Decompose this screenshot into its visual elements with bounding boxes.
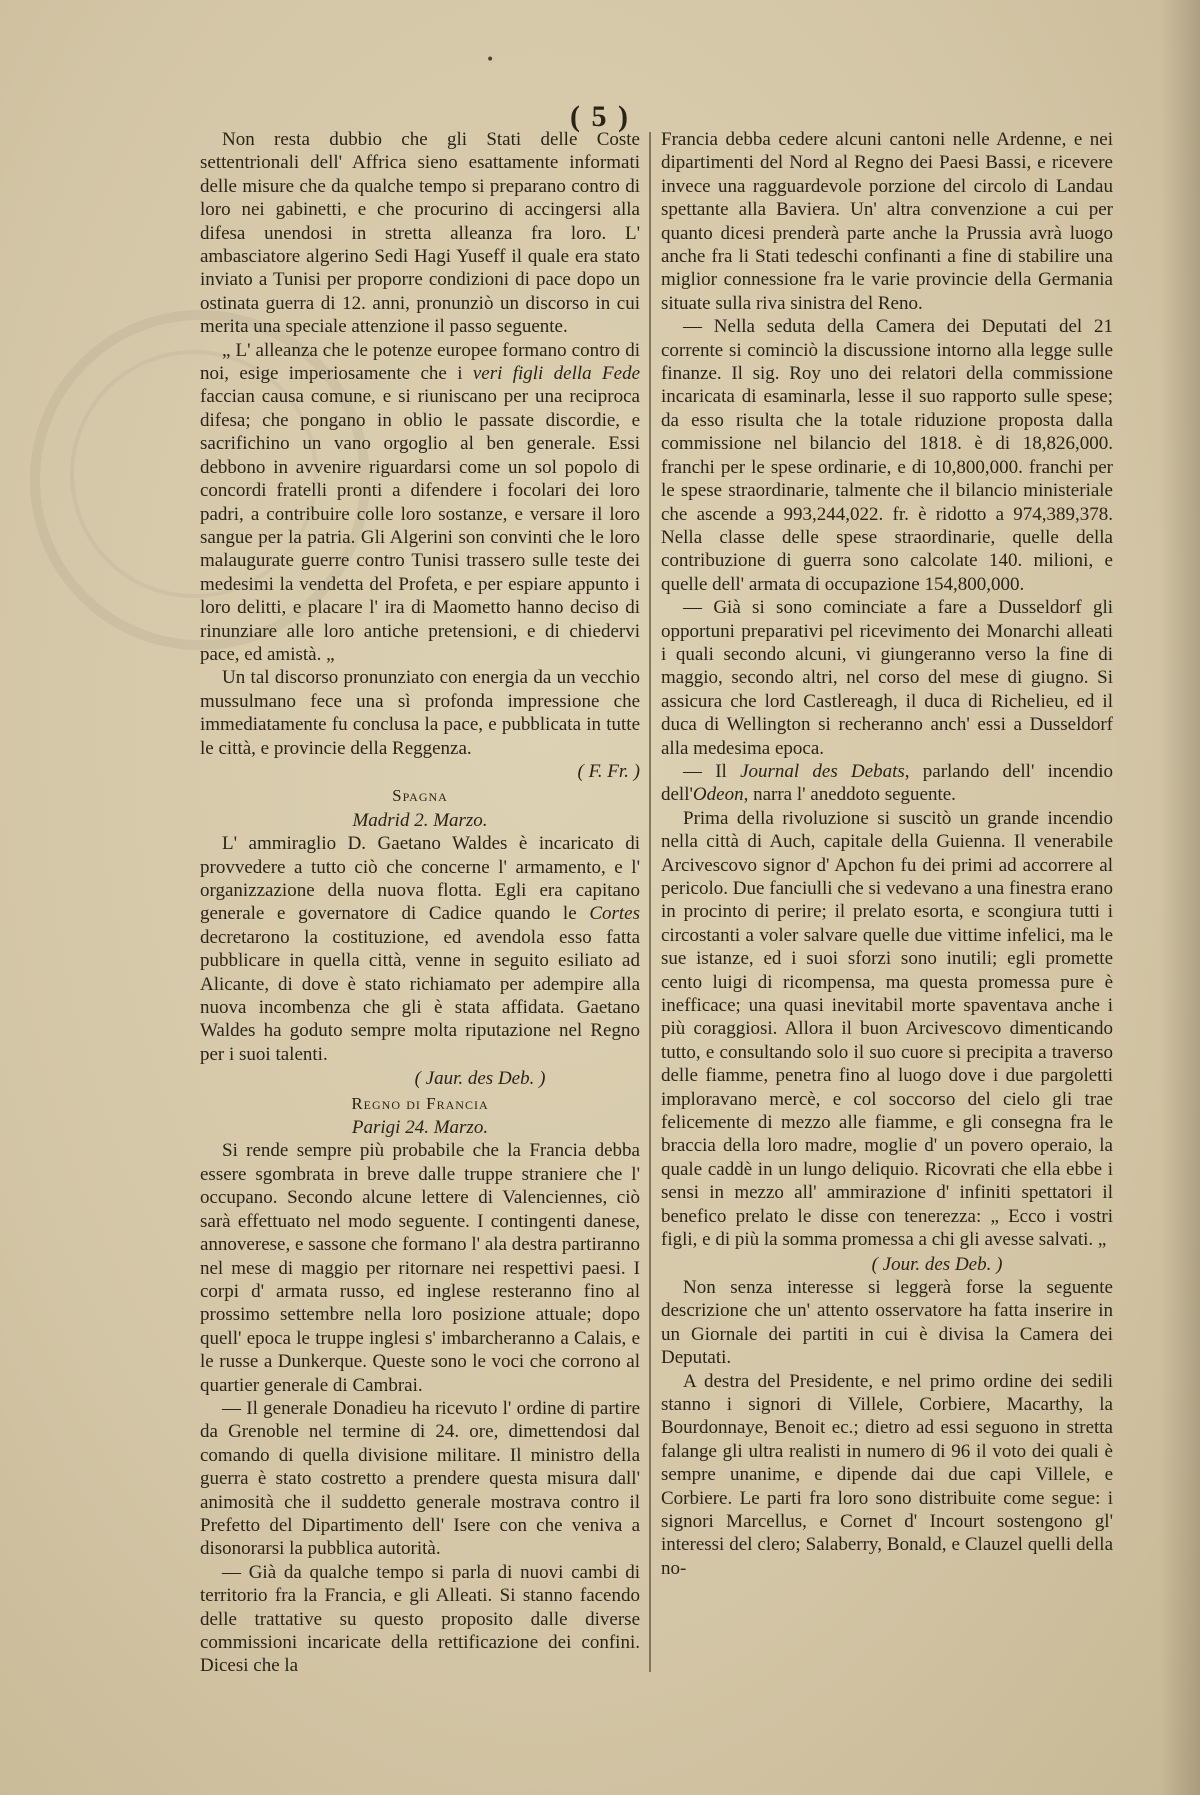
page-edge-shadow	[1160, 0, 1200, 1795]
article-descrizione: Non senza interesse si leggerà forse la seguente descrizione che un' attento osservatore ha fatta inserire in un Giornale dei partiti in cui è divisa la Camera dei Deputati.	[661, 1276, 1113, 1369]
article-quote	[200, 339, 640, 667]
source-citation: ( Jour. des Deb. )	[871, 1253, 1003, 1275]
quote-text-1: „ L' alleanza che le potenze europee formano contro di noi, esige imperiosamente che i	[200, 339, 640, 385]
debats-text-3: , narra l' aneddoto seguente.	[743, 784, 956, 806]
source-citation: ( F. Fr. )	[577, 760, 640, 782]
source-citation: ( Jaur. des Deb. )	[414, 1068, 546, 1090]
waldes-text-1: L' ammiraglio D. Gaetano Waldes è incaricato di provvedere a tutto ciò che concerne l' armamento, e l' organizzazione della nuova flotta. Egli era capitano generale e governatore di Cadice quando le	[200, 833, 640, 925]
debats-italic-1: Journal des Debats	[740, 760, 905, 782]
article-reggenza: Un tal discorso pronunziato con energia da un vecchio mussulmano fece una sì profonda impressione che immediatamente fu conclusa la pace, e pubblicata in tutte le città, e provincie della Reggenza.	[200, 667, 640, 759]
debats-text-1: — Il	[683, 760, 727, 782]
section-heading-spagna: Spagna	[392, 786, 448, 806]
debats-text-2: , parlando dell' incendio dell'	[661, 760, 1114, 806]
left-column	[200, 128, 640, 1678]
ink-speck: •	[486, 52, 495, 68]
article-territorio-cont: Francia debba cedere alcuni cantoni nelle Ardenne, e nei dipartimenti del Nord al Regno dei Paesi Bassi, e ricevere invece una ragguardevole porzione del circolo di Landau spettante alla Baviera. Un' altra convenzione a cui per quanto dicesi prenderà parte anche la Prussia avrà luogo anche fra li Stati tedeschi confinanti a fine di stabilire una miglior connessione fra le varie provincie della Germania situate sulla riva sinistra del Reno.	[661, 129, 1113, 314]
page-number: ( 5 )	[570, 100, 630, 133]
quote-italic: veri figli della Fede	[472, 363, 640, 385]
article-dusseldorf: — Già si sono cominciate a fare a Dusseldorf gli opportuni preparativi pel ricevimento dei Monarchi alleati i quali secondo alcuni, vi giungeranno verso la fine di maggio, secondo altri, nel corso del mese di giugno. Si assicura che lord Castlereagh, il duca di Richelieu, ed il duca di Wellington si recheranno anch' essi a Dusseldorf alla medesima epoca.	[661, 597, 1113, 759]
waldes-italic: Cortes	[589, 903, 641, 925]
article-waldes	[200, 832, 640, 1066]
article-affrica: Non resta dubbio che gli Stati delle Coste settentrionali dell' Affrica sieno esattamente informati delle misure che da qualche tempo si preparano contro di loro nei gabinetti, e che procurino di accingersi alla difesa unendosi in stretta alleanza fra loro. L' ambasciatore algerino Sedi Hagi Yuseff il quale era stato inviato a Tunisi per proporre condizioni di pace dopo un ostinata guerra di 12. anni, pronunziò un discorso in cui merita una speciale attenzione il passo seguente.	[200, 129, 640, 338]
right-column	[661, 128, 1113, 1580]
article-donadieu: — Il generale Donadieu ha ricevuto l' ordine di partire da Grenoble nel termine di 24. ore, dimettendosi dal comando di quella divisione militare. Il ministro della guerra è stato costretto a prendere questa misura dall' animosità che il suddetto generale mostrava contro il Prefetto del Dipartimento dell' Isere con che veniva a disonorarsi la pubblica autorità.	[200, 1397, 640, 1560]
article-camera-deputati: A destra del Presidente, e nel primo ordine dei sedili stanno i signori di Villele, Corbiere, Macarthy, la Bourdonnaye, Benoit ec.; dietro ad essi seguono in stretta falange gli ultra realisti in numero di 96 il voto dei quali è sempre unanime, e dipende dai due capi Villele, e Corbiere. Le parti fra loro sono distribuite come segue: i signori Marcellus, e Cornet d' Incourt sostengono gl' interessi del clero; Salaberry, Bonald, e Clauzel quelli della no-	[661, 1370, 1113, 1579]
article-incendio: Prima della rivoluzione si suscitò un grande incendio nella città di Auch, capitale della Guienna. Il venerabile Arcivescovo signor d' Apchon fu dei primi ad accorrere al pericolo. Due fanciulli che si vedevano a una finestra erano in procinto di perire; il prelato esorta, e scongiura tutti i circostanti a voler salvare quelle due vittime infelici, ma le sue istanze, ed i suoi sforzi sono inutili; egli promette cento luigi di ricompensa, ma questa promessa pure è inefficace; una quasi inevitabil morte spaventava anche i più coraggiosi. Allora il buon Arcivescovo dimenticando tutto, e consultando solo il suo cuore si precipita a traverso delle fiamme, penetra fino al luogo dove i due pargoletti imploravano mercè, e col soccorso del cielo gli trae felicemente di mezzo alle fiamme, e gli consegna fra le braccia della loro madre, moglie d' un povero operaio, la quale caddè in un lungo deliquio. Ricovrati che ella ebbe i sensi in mezzo all' ammirazione d' infiniti spettatori il benefico prelato le disse con tenerezza: „ Ecco i vostri figli, e di più la somma promessa a chi gli avesse salvati. „	[661, 807, 1113, 1251]
quote-text-2: faccian causa comune, e si riuniscano per una reciproca difesa; che pongano in oblio le passate discordie, e sacrifichino un vano orgoglio al ben generale. Essi debbono in avvenire riguardarsi come un sol popolo di concordi fratelli pronti a difendere i focolari dei loro padri, a contribuire colle loro sostanze, e versare il loro sangue per la patria. Gli Algerini son convinti che le loro malaugurate guerre contro Tunisi trassero sulle teste dei medesimi la vendetta del Profeta, e per espiare appunto i loro delitti, e placare l' ira di Maometto hanno deciso di rinunziare alle loro antiche pretensioni, e di chiedervi pace, ed amistà. „	[200, 386, 640, 665]
section-heading-francia: Regno di Francia	[351, 1093, 489, 1113]
waldes-text-2: decretarono la costituzione, ed avendola esso fatta pubblicare in quella città, venne in seguito esiliato ad Alicante, di dove è stato richiamato per adempire alla nuova incombenza che gli è stata affidata. Gaetano Waldes ha goduto sempre molta riputazione nel Regno per i suoi talenti.	[200, 926, 640, 1065]
article-territorio: — Già da qualche tempo si parla di nuovi cambi di territorio fra la Francia, e gli Alleati. Si stanno facendo delle trattative su questo proposito dalle diverse commissioni incaricate della rettificazione dei confini. Dicesi che la	[200, 1561, 640, 1677]
dateline-madrid: Madrid 2. Marzo.	[352, 809, 488, 831]
column-divider	[649, 132, 651, 1672]
article-camera-finanze: — Nella seduta della Camera dei Deputati del 21 corrente si cominciò la discussione intorno alla legge sulle finanze. Il sig. Roy uno dei relatori della commissione incaricata di esaminarla, lesse il suo rapporto sulle spese; da esso risulta che la totale riduzione proposta dalla commissione nel bilancio del 1818. è di 18,826,000. franchi per le spese ordinarie, e di 10,800,000. franchi per le spese straordinarie, talmente che il bilancio ministeriale che ascende a 993,244,022. fr. è ridotto a 974,389,378. Nella classe delle spese straordinarie, quelle della contribuzione di guerra sono calcolate 140. milioni, e quelle dell' armata di occupazione 154,800,000.	[661, 316, 1113, 595]
article-truppe: Si rende sempre più probabile che la Francia debba essere sgombrata in breve dalle truppe straniere che l' occupano. Secondo alcune lettere di Valenciennes, ciò sarà effettuato nel modo seguente. I contingenti danese, annoverese, e sassone che formano l' ala destra partiranno nel mese di maggio per ritornare nei respettivi paesi. I corpi d' armata russo, ed inglese resteranno fino al prossimo settembre nella loro posizione attuale; dopo quell' epoca le truppe inglesi s' imbarcheranno a Calais, e le russe a Dunkerque. Queste sono le voci che corrono al quartier generale di Cambrai.	[200, 1140, 640, 1396]
dateline-parigi: Parigi 24. Marzo.	[351, 1117, 489, 1139]
debats-italic-2: Odeon	[692, 784, 744, 806]
article-journal-debats	[661, 760, 1113, 807]
